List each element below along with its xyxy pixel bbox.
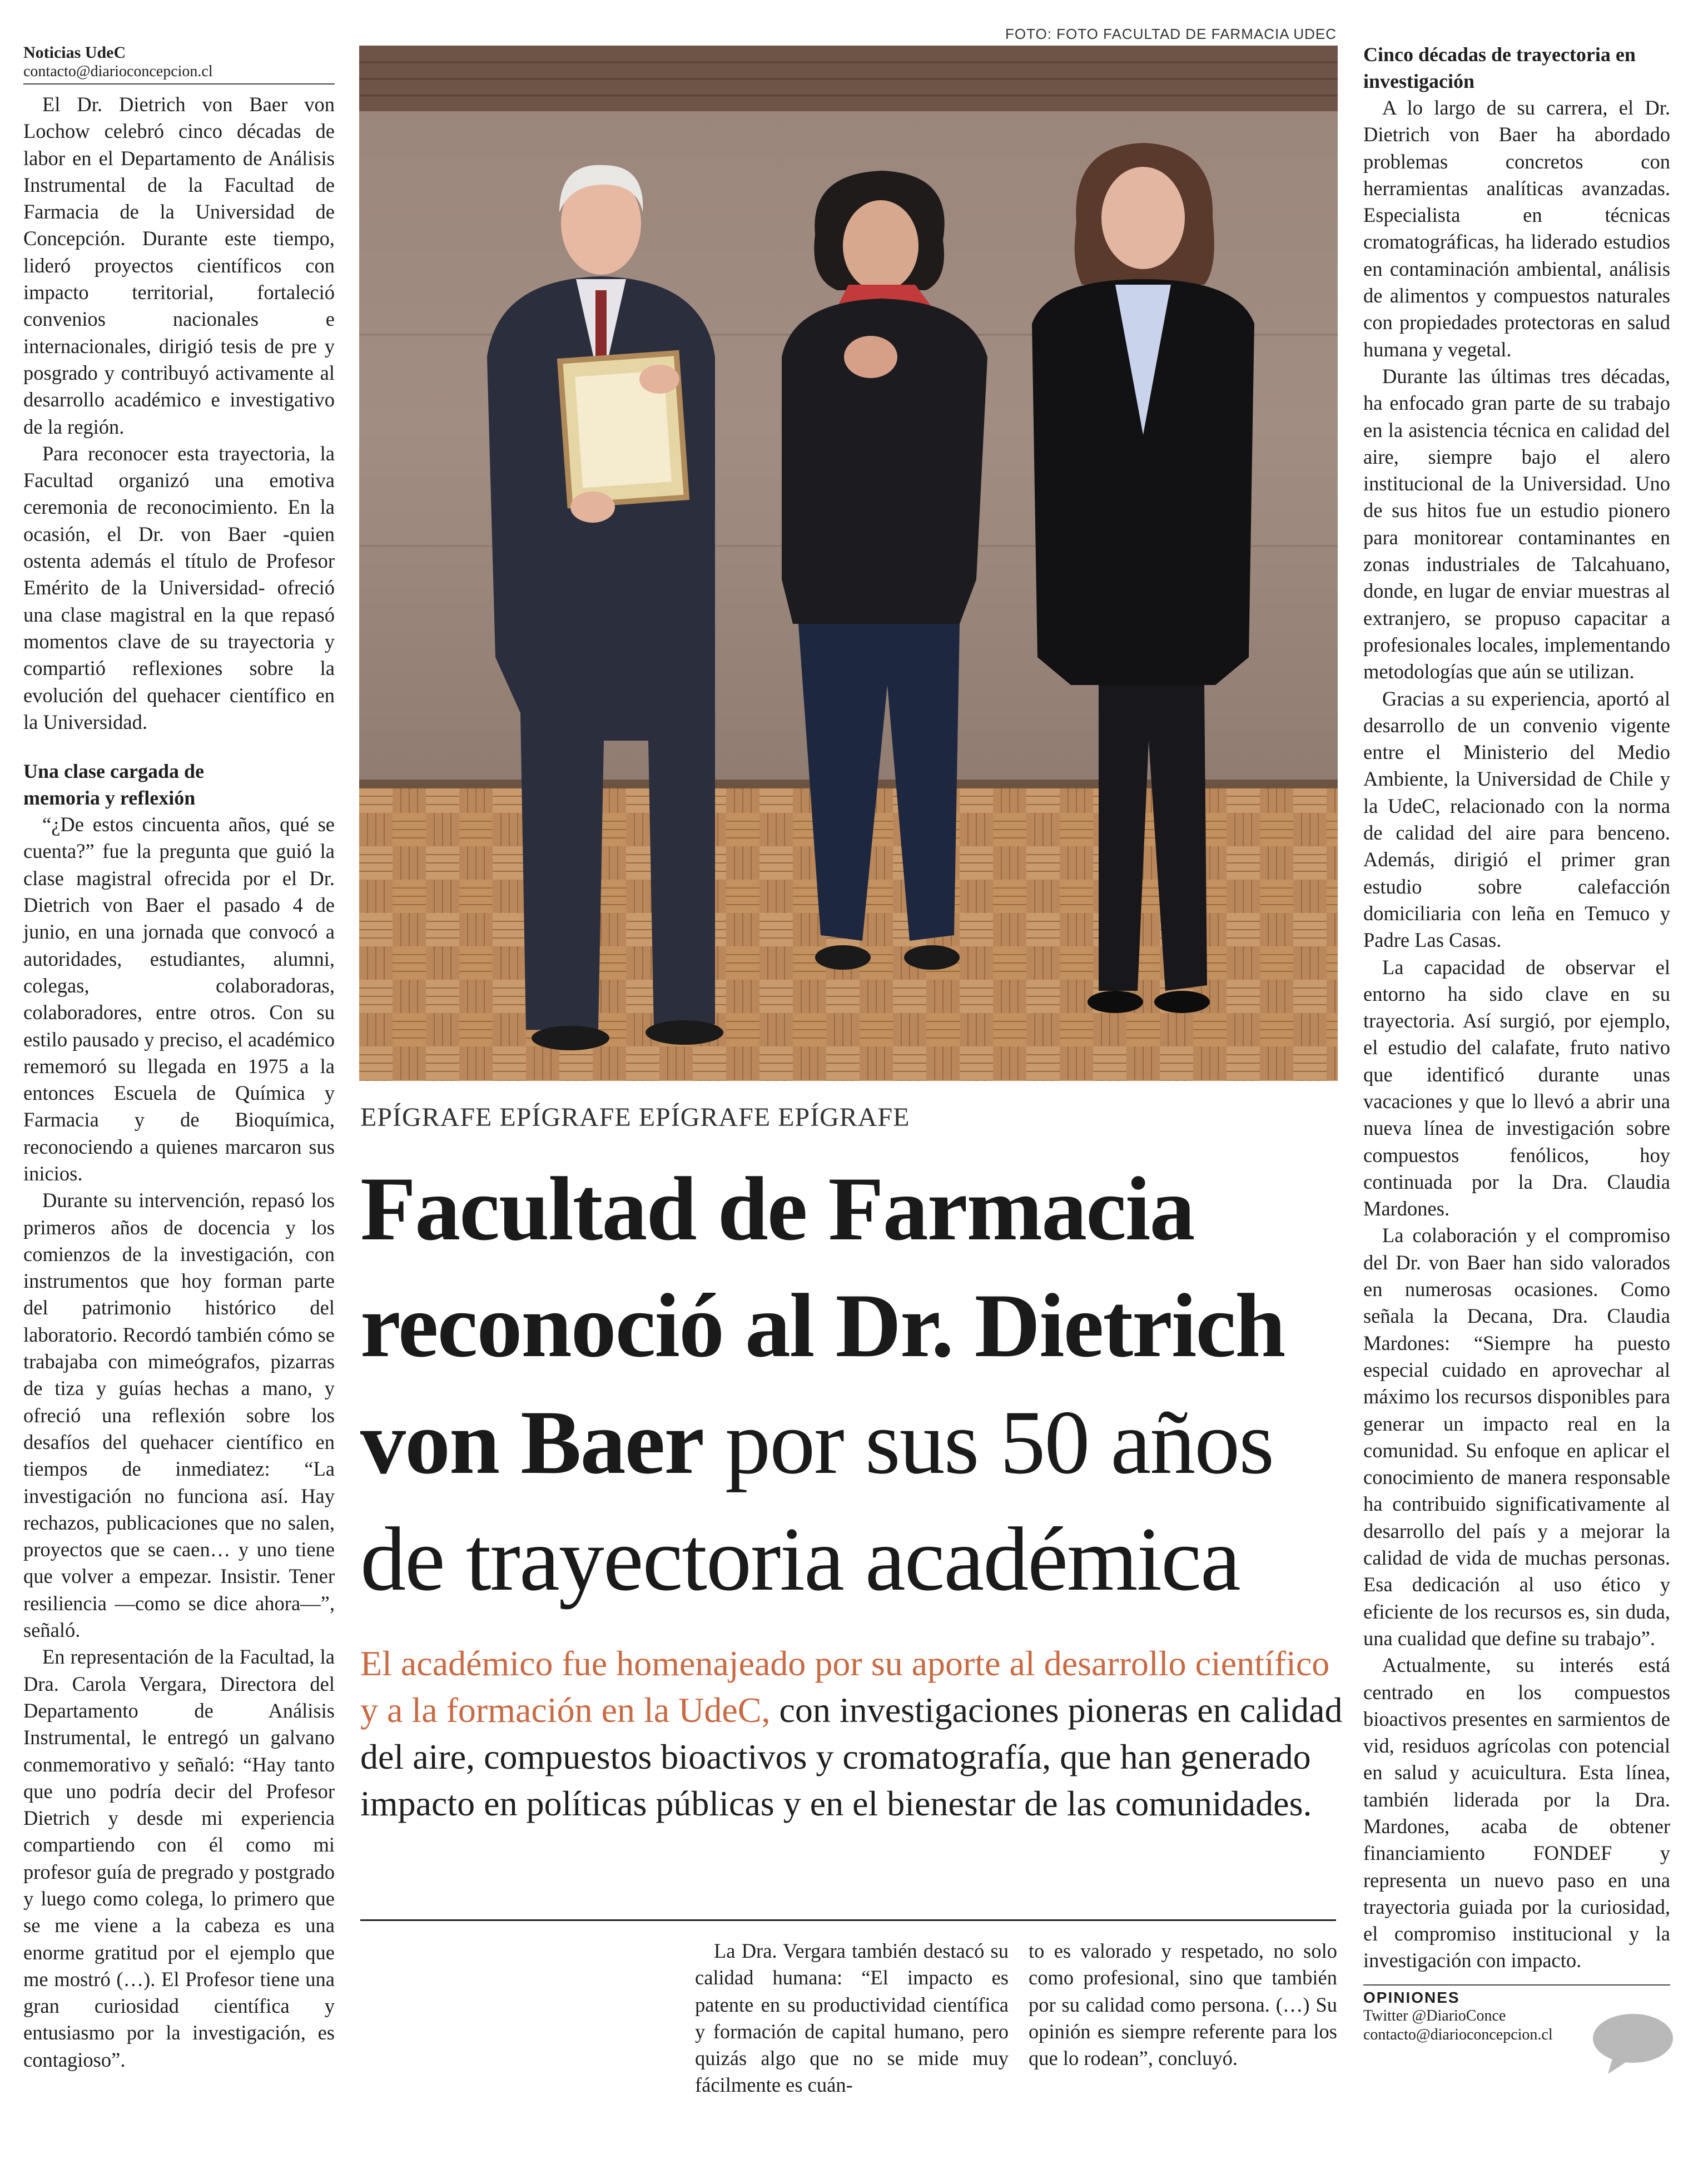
headline [360,1151,1344,1618]
right-paragraph-4: La capacidad de observar el entorno ha sido clave en su trayectoria. Así surgió, por ejemplo, el estudio del calafate, fruto nativo que identificó durante unas vacaciones y que lo llevó a abrir una nueva línea de investigación sobre compuestos fenólicos, hoy continuada por la Dra. Claudia Mardones. [1363,955,1670,1220]
bottom-paragraph-2: to es valorado y respetado, no solo como profesional, sino que también por su calidad como persona. (…) Su opinión es siempre referente para los que lo rodean”, concluyó. [1029,1939,1337,2070]
right-paragraph-5: La colaboración y el compromiso del Dr. von Baer han sido valorados en numerosas ocasiones. Como señala la Decana, Dra. Claudia Mardones: “Siempre ha puesto especial cuidado en aprovechar al máximo los recursos disponibles para generar un impacto real en la comunidad. Su enfoque en aplicar el conocimiento de manera responsable ha contribuido significativamente al desarrollo del país y a mejorar la calidad de vida de muchas personas. Esa dedicación al uso ético y eficiente de los recursos es, sin duda, una cualidad que define su trabajo”. [1363,1224,1670,1650]
right-column [1363,41,1670,2044]
ceremony-photo [359,46,1338,1081]
deck [360,1640,1344,1827]
left-paragraph-4: Durante su intervención, repasó los primeros años de docencia y los comienzos de la investigación, con instrumentos que hoy forman parte del patrimonio histórico del laboratorio. Recordó también cómo se trabajaba con mimeógrafos, pizarras de tiza y guías hechas a mano, y ofreció una reflexión sobre los desafíos del quehacer científico en tiempos de inmediatez: “La investigación no funciona así. Hay rechazos, publicaciones que no salen, proyectos que se caen… y uno tiene que volver a empezar. Insistir. Tener resiliencia —como se dice ahora—”, señaló. [23,1189,335,1642]
left-subhead: Una clase cargada de memoria y reflexión [23,760,204,810]
bottom-paragraph-1: La Dra. Vergara también destacó su calidad humana: “El impacto es patente en su productividad científica y formación de capital humano, pero quizás algo que no se mide muy fácilmente es cuán- [695,1939,1009,2097]
section-rule [23,83,335,85]
right-subhead: Cinco décadas de trayectoria en investigación [1363,43,1636,92]
left-column [23,43,335,2073]
opiniones-contact: contacto@diarioconcepcion.cl [1363,2026,1553,2043]
bottom-column-2 [1029,1938,1337,2072]
kicker: EPÍGRAFE EPÍGRAFE EPÍGRAFE EPÍGRAFE [360,1103,910,1132]
headline-bold: Facultad de Farmacia reconoció al Dr. Dietrich von Baer [360,1159,1285,1493]
opiniones-label: OPINIONES [1363,1988,1460,2006]
deck-accent: El académico fue homenajeado por su aporte al desarrollo científico y a la formación en la UdeC, [360,1644,1330,1730]
speech-bubble-icon [1591,2012,1675,2076]
right-paragraph-2: Durante las últimas tres décadas, ha enfocado gran parte de su trabajo en la asistencia técnica en calidad del aire, siempre bajo el alero institucional de la Universidad. Uno de sus hitos fue un estudio pionero para monitorear contaminantes en zonas industriales de Talcahuano, donde, en lugar de enviar muestras al extranjero, se propuso capacitar a profesionales locales, implementando metodologías que aún se utilizan. [1363,364,1670,683]
twitter-handle: Twitter @DiarioConce [1363,2007,1506,2024]
deck-rest: con investigaciones pioneras en calidad del aire, compuestos bioactivos y cromatografía, que han generado impacto en políticas públicas y en el bienestar de las comunidades. [360,1690,1343,1823]
right-paragraph-3: Gracias a su experiencia, aportó al desarrollo de un convenio vigente entre el Ministerio del Medio Ambiente, la Universidad de Chile y la UdeC, relacionado con la norma de calidad del aire para benceno. Además, dirigió el primer gran estudio sobre calefacción domiciliaria con leña en Temuco y Padre Las Casas. [1363,687,1670,952]
bottom-column-1 [695,1938,1009,2099]
left-paragraph-5: En representación de la Facultad, la Dra. Carola Vergara, Directora del Departamento de Análisis Instrumental, le entregó un galvano conmemorativo y señaló: “Hay tanto que uno podría decir del Profesor Dietrich y desde mi experiencia compartiendo con él como mi profesor guía de pregrado y postgrado y luego como colega, lo primero que se me viene a la cabeza es una enorme gratitud por el ejemplo que me mostró (…). El Profesor tiene una gran curiosidad científica y entusiasmo por la investigación, es contagioso”. [23,1645,335,2071]
photo-credit: FOTO: FOTO FACULTAD DE FARMACIA UDEC [1005,26,1337,42]
headline-regular: por sus 50 años de trayectoria académica [360,1392,1274,1610]
deck-rule [360,1919,1336,1921]
section-contact: contacto@diarioconcepcion.cl [23,63,213,80]
left-paragraph-3: “¿De estos cincuenta años, qué se cuenta?” fue la pregunta que guió la clase magistral ofrecida por el Dr. Dietrich von Baer el pasado 4 de junio, en una jornada que convocó a autoridades, estudiantes, alumni, colegas, colaboradoras, colaboradores, entre otros. Con su estilo pausado y preciso, el académico rememoró su llegada en 1975 a la entonces Escuela de Química y Farmacia y de Bioquímica, reconociendo a quienes marcaron sus inicios. [23,813,335,1185]
right-paragraph-6: Actualmente, su interés está centrado en los compuestos bioactivos presentes en sarmientos de vid, residuos agrícolas con potencial en salud y acuicultura. Esta línea, también liderada por la Dra. Mardones, acaba de obtener financiamiento FONDEF y representa un nuevo paso en una trayectoria guiada por la curiosidad, el compromiso institucional y la investigación con impacto. [1363,1654,1670,1972]
opiniones-rule [1363,1984,1670,1986]
section-name: Noticias UdeC [23,43,126,62]
left-paragraph-2: Para reconocer esta trayectoria, la Facultad organizó una emotiva ceremonia de reconocimiento. En la ocasión, el Dr. von Baer -quien ostenta además el título de Profesor Emérito de la Universidad- ofreció una clase magistral en la que repasó momentos clave de su trayectoria y compartió reflexiones sobre la evolución del quehacer científico en la Universidad. [23,441,335,733]
left-paragraph-1: El Dr. Dietrich von Baer von Lochow celebró cinco décadas de labor en el Departamento de Análisis Instrumental de la Facultad de Farmacia de la Universidad de Concepción. Durante este tiempo, lideró proyectos científicos con impacto territorial, fortaleció convenios nacionales e internacionales, dirigió tesis de pre y posgrado y contribuyó activamente al desarrollo académico e investigativo de la región. [23,93,335,438]
right-paragraph-1: A lo largo de su carrera, el Dr. Dietrich von Baer ha abordado problemas concretos con herramientas analíticas avanzadas. Especialista en técnicas cromatográficas, ha liderado estudios en contaminación ambiental, análisis de alimentos y compuestos naturales con propiedades protectoras en salud humana y vegetal. [1363,96,1670,361]
